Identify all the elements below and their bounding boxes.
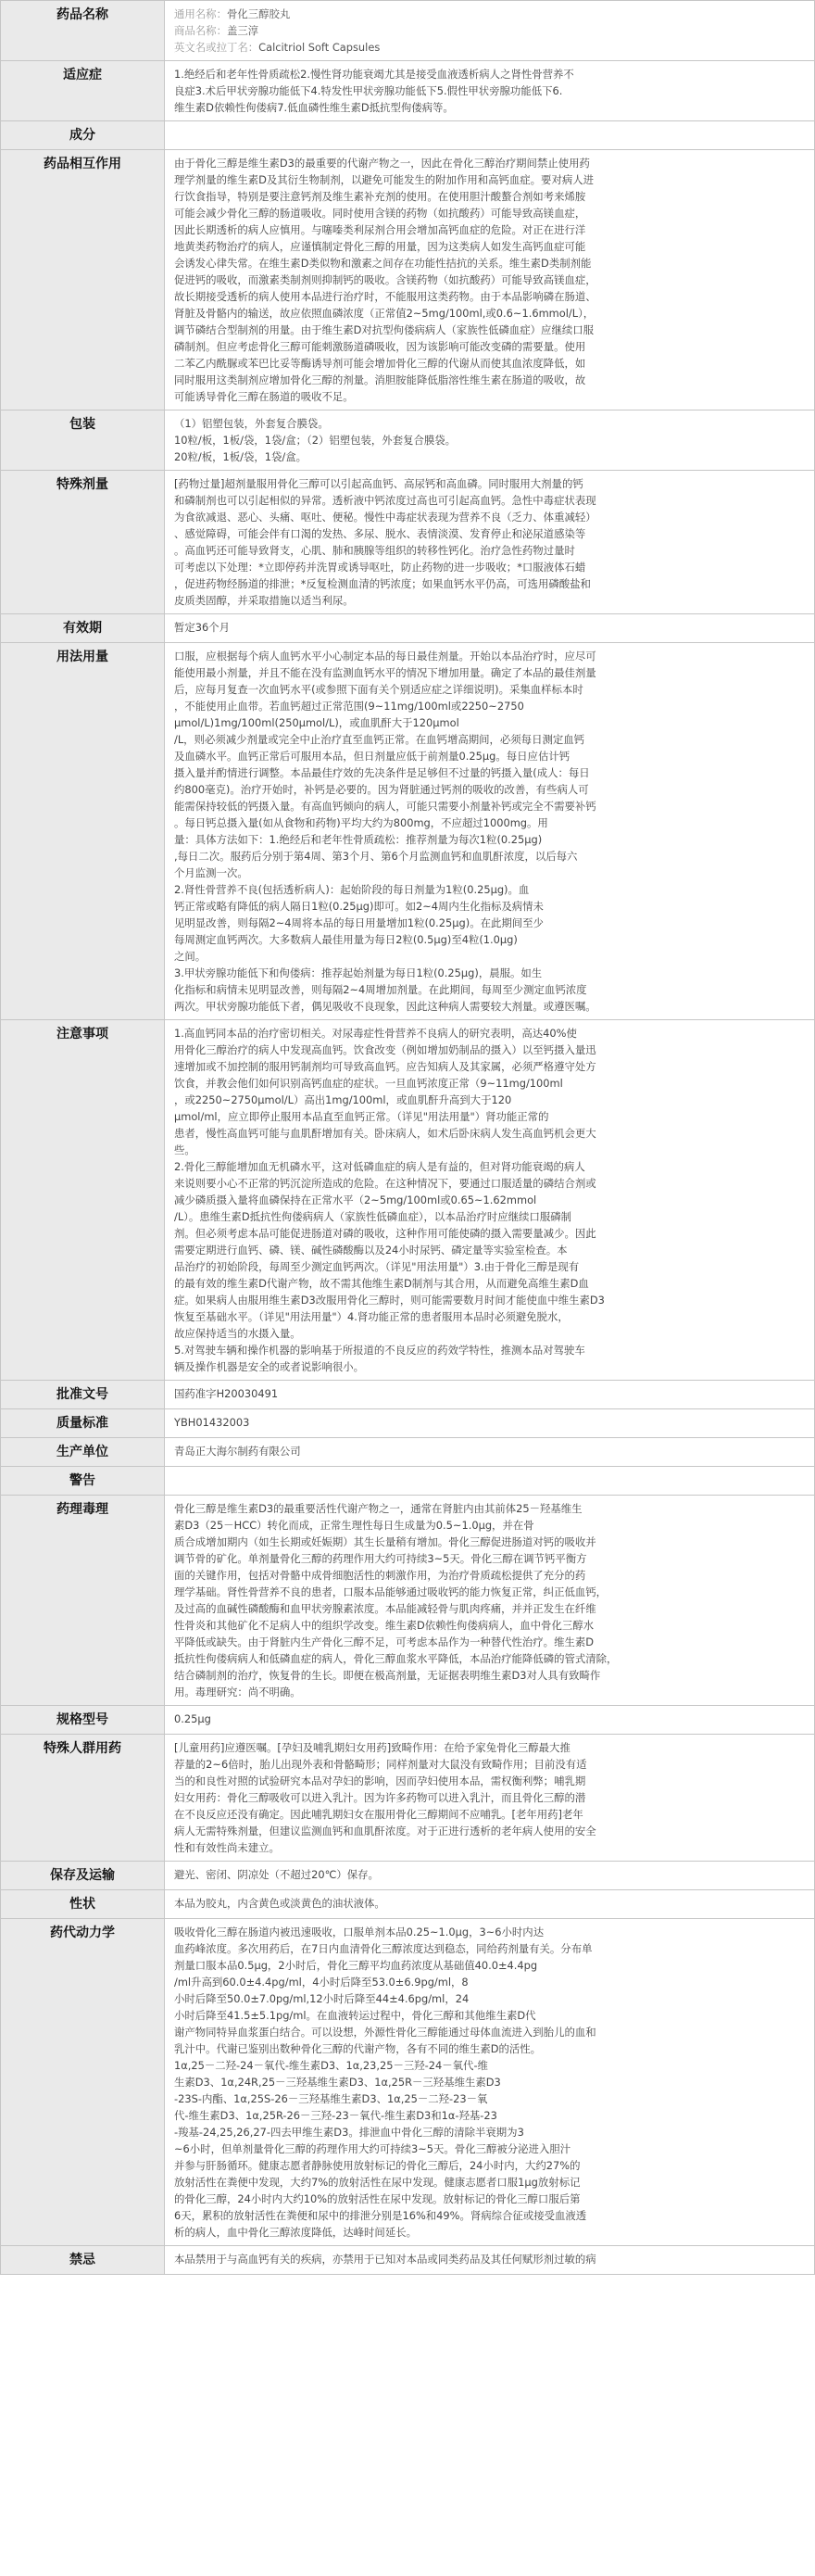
text-line: 平降低或缺失。由于肾脏内生产骨化三醇不足，可考虑本品作为一种替代性治疗。维生素D [174,1635,595,1648]
text-line: 能需保持较低的钙摄入量。有高血钙倾向的病人，可能只需要小剂量补钙或完全不需要补钙 [174,800,596,813]
row-name [1,1,815,61]
row-label-standard: 质量标准 [1,1409,165,1438]
text-line: 结合磷制剂的治疗，恢复骨的生长。即便在极高剂量，无证据表明维生素D3对人具有致畸作 [174,1669,601,1682]
text-line: 需要定期进行血钙、磷、镁、碱性磷酸酶以及24小时尿钙、磷定量等实验室检查。本 [174,1244,568,1256]
row-label-indications: 适应症 [1,61,165,121]
row-storage [1,1862,815,1890]
text-line: 生素D3、1α,24R,25－三羟基维生素D3、1α,25R－三羟基维生素D3 [174,2076,501,2089]
row-value-special_population [165,1735,815,1862]
text-line: 能使用最小剂量，并且不能在没有监测血钙水平的情况下增加用量。确定了本品的最佳剂量 [174,666,596,679]
text-line: 为食欲减退、恶心、头痛、呕吐、便秘。慢性中毒症状表现为营养不良（乏力、体重减轻） [174,511,596,524]
row-approval [1,1381,815,1409]
text-line: /ml升高到60.0±4.4pg/ml，4小时后降至53.0±6.9pg/ml，8 [174,1976,469,1989]
text-line: 辆及操作机器是安全的或者说影响很小。 [174,1360,365,1373]
text-line: 10粒/板，1板/袋，1袋/盒；（2）铝塑包装，外套复合膜袋。 [174,434,457,447]
row-value-package [165,410,815,471]
text-line: 。每日钙总摄入量(如从食物和药物)平均大约为800mg，不应超过1000mg。用 [174,816,548,829]
text-line: /L，则必须减少剂量或完全中止治疗直至血钙正常。在血钙增高期间，必须每日测定血钙 [174,733,585,746]
row-label-appearance: 性状 [1,1890,165,1919]
text-line: 暂定36个月 [174,621,231,634]
name-value: 盖三淳 [226,24,259,37]
name-key: 商品名称： [174,24,227,37]
text-line: 减少磷质摄入量将血磷保持在正常水平（2~5mg/100ml或0.65~1.62mmol [174,1193,537,1206]
text-line: /L）。患维生素D抵抗性佝偻病病人（家族性低磷血症），以本品治疗时应继续口服磷制 [174,1210,572,1223]
row-label-interactions: 药品相互作用 [1,150,165,410]
row-label-approval: 批准文号 [1,1381,165,1409]
text-line: 6天，累积的放射活性在粪便和尿中的排泄分别是16%和49%。肾病综合征或接受血液透 [174,2209,587,2222]
text-line: ~6小时，但单剂量骨化三醇的药理作用大约可持续3~5天。骨化三醇被分泌进入胆汁 [174,2142,571,2155]
text-line: -23S-内酯、1α,25S-26－三羟基维生素D3、1α,25－二羟-23－氧 [174,2092,488,2105]
text-line: 剂。但必须考虑本品可能促进肠道对磷的吸收，这种作用可能使磷的摄入需要量减少。因此 [174,1227,596,1240]
text-line: 国药准字H20030491 [174,1387,279,1400]
text-line: 。高血钙还可能导致肾支，心肌、肺和胰腺等组织的转移性钙化。治疗急性药物过量时 [174,544,575,557]
name-value: 骨化三醇胶丸 [226,7,291,20]
text-line: 本品为胶丸，内含黄色或淡黄色的油状液体。 [174,1897,385,1910]
text-line: 恢复至基础水平。（详见"用法用量"）4.肾功能正常的患者服用本品时必须避免脱水， [174,1310,569,1323]
row-spec [1,1706,815,1735]
text-line: （1）铝塑包装，外套复合膜袋。 [174,417,329,430]
text-line: 地黄类药物治疗的病人，应谨慎制定骨化三醇的用量，因为这类病人如发生高钙血症可能 [174,240,586,253]
row-label-pharmacokinetics: 药代动力学 [1,1919,165,2246]
text-line: 个月监测一次。 [174,866,248,879]
text-line: 妇女用药：骨化三醇吸收可以进入乳汁。因为许多药物可以进入乳汁，而且骨化三醇的潜 [174,1791,586,1804]
row-value-manufacturer [165,1438,815,1467]
text-line: 些。 [174,1143,195,1156]
row-value-ingredients [165,121,815,150]
text-line: 速增加或不加控制的服用钙制剂均可导致高血钙。应告知病人及其家属，必须严格遵守处方 [174,1060,596,1073]
row-value-warning [165,1467,815,1496]
row-label-pharmacology: 药理毒理 [1,1496,165,1706]
text-line: 1.绝经后和老年性骨质疏松2.慢性肾功能衰竭尤其是接受血液透析病人之肾性骨营养不 [174,68,574,81]
row-expiry [1,614,815,643]
text-line: 骨化三醇是维生素D3的最重要活性代谢产物之一，通常在肾脏内由其前体25－羟基维生 [174,1502,583,1515]
row-label-special_population: 特殊人群用药 [1,1735,165,1862]
text-line: 剂量口服本品0.5μg，2小时后，骨化三醇平均血药浓度从基础值40.0±4.4pg [174,1959,538,1972]
row-label-usage: 用法用量 [1,643,165,1020]
row-label-contraindications: 禁忌 [1,2246,165,2275]
text-line: 约800毫克)。治疗开始时，补钙是必要的。因为肾脏通过钙剂的吸收的改善，有些病人可 [174,783,589,796]
text-line: 会诱发心律失常。在维生素D类似物和激素之间存在功能性拮抗的关系。维生素D类制剂能 [174,257,592,270]
row-pharmacology [1,1496,815,1706]
row-standard [1,1409,815,1438]
text-line: 见明显改善，则每隔2~4周将本品的每日用量增加1粒(0.25μg)。在此期间至少 [174,916,544,929]
name-line [174,22,805,39]
text-line: 品治疗的初始阶段，每周至少测定血钙两次。（详见"用法用量"）3.由于骨化三醇是现有 [174,1260,580,1273]
text-line: 面的关键作用，包括对骨骼中成骨细胞活性的刺激作用，为治疗骨质疏松提供了充分的药 [174,1569,586,1582]
text-line: 同时服用这类制剂应增加骨化三醇的剂量。消胆胺能降低脂溶性维生素在肠道的吸收，故 [174,373,586,386]
row-label-special_dosage: 特殊剂量 [1,471,165,614]
row-value-pharmacokinetics [165,1919,815,2246]
text-line: 素D3（25－HCC）转化而成，正常生理性每日生成量为0.5~1.0μg，并在骨 [174,1519,534,1532]
row-value-approval [165,1381,815,1409]
row-value-appearance [165,1890,815,1919]
text-line: 之间。 [174,950,207,963]
text-line: 本品禁用于与高血钙有关的疾病，亦禁用于已知对本品或同类药品及其任何赋形剂过敏的病 [174,2253,596,2266]
row-label-spec: 规格型号 [1,1706,165,1735]
text-line: 口服，应根据每个病人血钙水平小心制定本品的每日最佳剂量。开始以本品治疗时，应尽可 [174,650,596,663]
text-line: 病人无需特殊剂量，但建议监测血钙和血肌酐浓度。对于正进行透析的老年病人使用的安全 [174,1825,596,1837]
row-precautions [1,1020,815,1381]
text-line: 及过高的血碱性磷酸酶和血甲状旁腺素浓度。本品能减轻骨与肌肉疼痛，并并正发生在纤维 [174,1602,596,1615]
text-line: 5.对驾驶车辆和操作机器的影响基于所报道的不良反应的药效学特性，推测本品对驾驶车 [174,1344,585,1357]
text-line: ，不能使用止血带。若血钙超过正常范围(9~11mg/100ml或2250~2750 [174,700,524,713]
text-line: YBH01432003 [174,1416,250,1429]
row-package [1,410,815,471]
text-line: 荐量的2~6倍时，胎儿出现外表和骨骼畸形；同样剂量对大鼠没有致畸作用；目前没有适 [174,1758,587,1771]
text-line: 来说则要小心不正常的钙沉淀所造成的危险。在这种情况下，要通过口服适量的磷结合剂或 [174,1177,596,1190]
text-line: [药物过量]超剂量服用骨化三醇可以引起高血钙、高尿钙和高血磷。同时服用大剂量的钙 [174,477,583,490]
text-line: ，或2250~2750μmol/L）高出1mg/100ml，或血肌酐升高到大于120 [174,1093,512,1106]
text-line: 3.甲状旁腺功能低下和佝偻病：推荐起始剂量为每日1粒(0.25μg)，晨服。如生 [174,966,543,979]
row-label-storage: 保存及运输 [1,1862,165,1890]
name-key: 英文名或拉丁名： [174,41,259,54]
row-value-special_dosage [165,471,815,614]
row-contraindications [1,2246,815,2275]
text-line: 调节骨的矿化。单剂量骨化三醇的药理作用大约可持续3~5天。骨化三醇在调节钙平衡方 [174,1552,587,1565]
row-value-name [165,1,815,61]
text-line: 每周测定血钙两次。大多数病人最佳用量为每日2粒(0.5μg)至4粒(1.0μg) [174,933,518,946]
text-line: 青岛正大海尔制药有限公司 [174,1445,301,1458]
row-value-interactions [165,150,815,410]
text-line: ,每日二次。服药后分别于第4周、第3个月、第6个月监测血钙和血肌酐浓度，以后每六 [174,850,578,863]
row-usage [1,643,815,1020]
text-line: 20粒/板，1板/袋，1袋/盒。 [174,450,307,463]
text-line: 用骨化三醇治疗的病人中发现高血钙。饮食改变（例如增加奶制品的摄入）以至钙摄入量迅 [174,1043,596,1056]
text-line: 0.25μg [174,1712,211,1725]
row-special_dosage [1,471,815,614]
text-line: 患者，慢性高血钙可能与血肌酐增加有关。卧床病人，如术后卧床病人发生高血钙机会更大 [174,1127,596,1140]
name-value: Calcitriol Soft Capsules [258,41,381,54]
text-line: 1α,25－二羟-24－氧代-维生素D3、1α,23,25－三羟-24－氧代-维 [174,2059,488,2072]
text-line: 1.高血钙同本品的治疗密切相关。对尿毒症性骨营养不良病人的研究表明，高达40%使 [174,1027,577,1040]
text-line: 谢产物同特异血浆蛋白结合。可以设想，外源性骨化三醇能通过母体血流进入到胎儿的血和 [174,2026,596,2039]
text-line: 两次。甲状旁腺功能低下者，偶见吸收不良现象，因此这种病人需要较大剂量。或遵医嘱。 [174,1000,596,1013]
text-line: 当的和良性对照的试验研究本品对孕妇的影响，因而孕妇使用本品，需权衡利弊；哺乳期 [174,1774,586,1787]
text-line: 可能会减少骨化三醇的肠道吸收。同时使用含镁的药物（如抗酸药）可能导致高镁血症， [174,207,586,220]
text-line: 并参与肝肠循环。健康志愿者静脉使用放射标记的骨化三醇后，24小时内，大约27%的 [174,2159,581,2172]
text-line: 量：具体方法如下：1.绝经后和老年性骨质疏松：推荐剂量为每次1粒(0.25μg) [174,833,543,846]
text-line: 在不良反应还没有确定。因此哺乳期妇女在服用骨化三醇期间不应哺乳。[老年用药]老年 [174,1808,583,1821]
row-value-storage [165,1862,815,1890]
text-line: 故应保持适当的水摄入量。 [174,1327,301,1340]
text-line: 故长期接受透析的病人使用本品进行治疗时，不能服用这类药物。由于本品影响磷在肠道、 [174,290,596,303]
row-interactions [1,150,815,410]
row-label-warning: 警告 [1,1467,165,1496]
row-value-precautions [165,1020,815,1381]
row-indications [1,61,815,121]
row-manufacturer [1,1438,815,1467]
text-line: 抵抗性佝偻病病人和低磷血症的病人，骨化三醇血浆水平降低，本品治疗能降低磷的管式清除， [174,1652,618,1665]
text-line: -羧基-24,25,26,27-四去甲维生素D3。排泄血中骨化三醇的清除半衰期为3 [174,2126,524,2139]
text-line: 二苯乙内酰脲或苯巴比妥等酶诱导剂可能会增加骨化三醇的代谢从而使其血浓度降低，如 [174,357,586,370]
row-warning [1,1467,815,1496]
text-line: 良症3.术后甲状旁腺功能低下4.特发性甲状旁腺功能低下5.假性甲状旁腺功能低下6. [174,84,563,97]
text-line: 乳汁中。代谢已鉴别出数种骨化三醇的代谢产物，各有不同的维生素D的活性。 [174,2042,542,2055]
row-appearance [1,1890,815,1919]
row-pharmacokinetics [1,1919,815,2246]
text-line: 及血磷水平。血钙正常后可服用本品，但日剂量应低于前剂量0.25μg。每日应估计钙 [174,750,570,763]
text-line: 调节磷结合型制剂的用量。由于维生素D对抗型佝偻病病人（家族性低磷血症）应继续口服 [174,323,595,336]
text-line: 化指标和病情未见明显改善，则每隔2~4周增加剂量。在此期间，每周至少测定血钙浓度 [174,983,587,996]
text-line: 用。毒理研究：尚不明确。 [174,1686,301,1698]
row-value-pharmacology [165,1496,815,1706]
text-line: 后，应每月复查一次血钙水平(或参照下面有关个别适应症之详细说明)。采集血样标本时 [174,683,583,696]
name-key: 通用名称： [174,7,227,20]
row-label-expiry: 有效期 [1,614,165,643]
text-line: 因此长期透析的病人应慎用。与噻嗪类利尿剂合用会增加高钙血症的危险。对正在进行洋 [174,223,586,236]
text-line: 性骨炎和其他矿化不足病人中的组织学改变。维生素D依赖性佝偻病病人，血中骨化三醇水 [174,1619,595,1632]
row-label-ingredients: 成分 [1,121,165,150]
row-value-contraindications [165,2246,815,2275]
text-line: 质合成增加期内（如生长期或妊娠期）其生长量稍有增加。骨化三醇促进肠道对钙的吸收并 [174,1535,596,1548]
text-line: 摄入量并酌情进行调整。本品最佳疗效的先决条件是足够但不过量的钙摄入量(成人：每日 [174,766,590,779]
text-line: 、感觉障碍，可能会伴有口渴的发热、多尿、脱水、表情淡漠、发育停止和泌尿道感染等 [174,527,586,540]
row-value-indications [165,61,815,121]
text-line: 行饮食指导，特别是要注意钙剂及维生素补充剂的使用。在使用胆汁酸螯合剂如考来烯胺 [174,190,586,203]
row-label-manufacturer: 生产单位 [1,1438,165,1467]
text-line: 维生素D依赖性佝偻病7.低血磷性维生素D抵抗型佝偻病等。 [174,101,454,114]
text-line: 由于骨化三醇是维生素D3的最重要的代谢产物之一，因此在骨化三醇治疗期间禁止使用药 [174,157,590,170]
row-label-name: 药品名称 [1,1,165,61]
row-label-package: 包装 [1,410,165,471]
row-ingredients [1,121,815,150]
text-line: 性和有效性尚未建立。 [174,1841,280,1854]
text-line: 代-维生素D3、1α,25R-26－三羟-23－氧代-维生素D3和1α-羟基-23 [174,2109,497,2122]
text-line: 磷制剂。但应考虑骨化三醇可能刺激肠道磷吸收，因为该影响可能改变磷的需要量。使用 [174,340,586,353]
row-value-spec [165,1706,815,1735]
text-line: 析的病人，血中骨化三醇浓度降低，达峰时间延长。 [174,2226,417,2239]
text-line: 理学剂量的维生素D及其衍生物制剂，以避免可能发生的附加作用和高钙血症。要对病人进 [174,173,595,186]
text-line: ，促进药物经肠道的排泄；*反复检测血清的钙浓度；如果血钙水平仍高，可选用磷酸盐和 [174,577,591,590]
row-value-expiry [165,614,815,643]
text-line: 症。如果病人由服用维生素D3改服用骨化三醇时，则可能需要数月时间才能使血中维生素D3 [174,1294,605,1307]
text-line: μmol/ml，应立即停止服用本品直至血钙正常。（详见"用法用量"）肾功能正常的 [174,1110,549,1123]
text-line: 吸收骨化三醇在肠道内被迅速吸收，口服单剂本品0.25~1.0μg，3~6小时内达 [174,1926,545,1938]
row-label-precautions: 注意事项 [1,1020,165,1381]
name-line [174,39,805,56]
text-line: 肾脏及骨骼内的输送，故应依照血磷浓度（正常值2~5mg/100ml,或0.6~1.6mmol/L）， [174,307,595,320]
row-special_population [1,1735,815,1862]
text-line: 放射活性在粪便中发现，大约7%的放射活性在尿中发现。健康志愿者口服1μg放射标记 [174,2176,581,2189]
text-line: 的最有效的维生素D代谢产物，故不需其他维生素D制剂与其合用，从而避免高维生素D血 [174,1277,589,1290]
text-line: 的骨化三醇，24小时内大约10%的放射活性在尿中发现。放射标记的骨化三醇口服后第 [174,2192,581,2205]
text-line: 皮质类固醇，并采取措施以适当利尿。 [174,594,354,607]
name-line [174,6,805,22]
text-line: 小时后降至41.5±5.1pg/ml。在血液转运过程中，骨化三醇和其他维生素D代 [174,2009,536,2022]
text-line: 避光、密闭、阴凉处（不超过20℃）保存。 [174,1868,379,1881]
text-line: 小时后降至50.0±7.0pg/ml,12小时后降至44±4.6pg/ml，24 [174,1992,470,2005]
text-line: μmol/L)1mg/100ml(250μmol/L)，或血肌酐大于120μmol [174,716,459,729]
text-line: 钙正常或略有降低的病人隔日1粒(0.25μg)即可。如2~4周内生化指标及病情未 [174,900,544,913]
text-line: 理学基础。肾性骨营养不良的患者，口服本品能够通过吸收钙的能力恢复正常，纠正低血钙， [174,1585,608,1598]
text-line: 可能诱导骨化三醇在肠道的吸收不足。 [174,390,354,403]
text-line: 促进钙的吸收，而激素类制剂则抑制钙的吸收。含镁药物（如抗酸药）可能导致高镁血症， [174,273,596,286]
text-line: 2.肾性骨营养不良(包括透析病人)：起始阶段的每日剂量为1粒(0.25μg)。血 [174,883,530,896]
text-line: [儿童用药]应遵医嘱。[孕妇及哺乳期妇女用药]致畸作用：在给予家兔骨化三醇最大推 [174,1741,570,1754]
text-line: 可考虑以下处理：*立即停药并洗胃或诱导呕吐，防止药物的进一步吸收；*口服液体石蜡 [174,561,586,574]
text-line: 饮食，并教会他们如何识别高钙血症的症状。一旦血钙浓度正常（9~11mg/100ml [174,1077,563,1090]
row-value-usage [165,643,815,1020]
row-value-standard [165,1409,815,1438]
text-line: 和磷制剂也可以引起相似的异常。透析液中钙浓度过高也可引起高血钙。急性中毒症状表现 [174,494,596,507]
text-line: 2.骨化三醇能增加血无机磷水平，这对低磷血症的病人是有益的，但对肾功能衰竭的病人 [174,1160,585,1173]
text-line: 血药峰浓度。多次用药后，在7日内血清骨化三醇浓度达到稳态，同给药剂量有关。分布单 [174,1942,593,1955]
